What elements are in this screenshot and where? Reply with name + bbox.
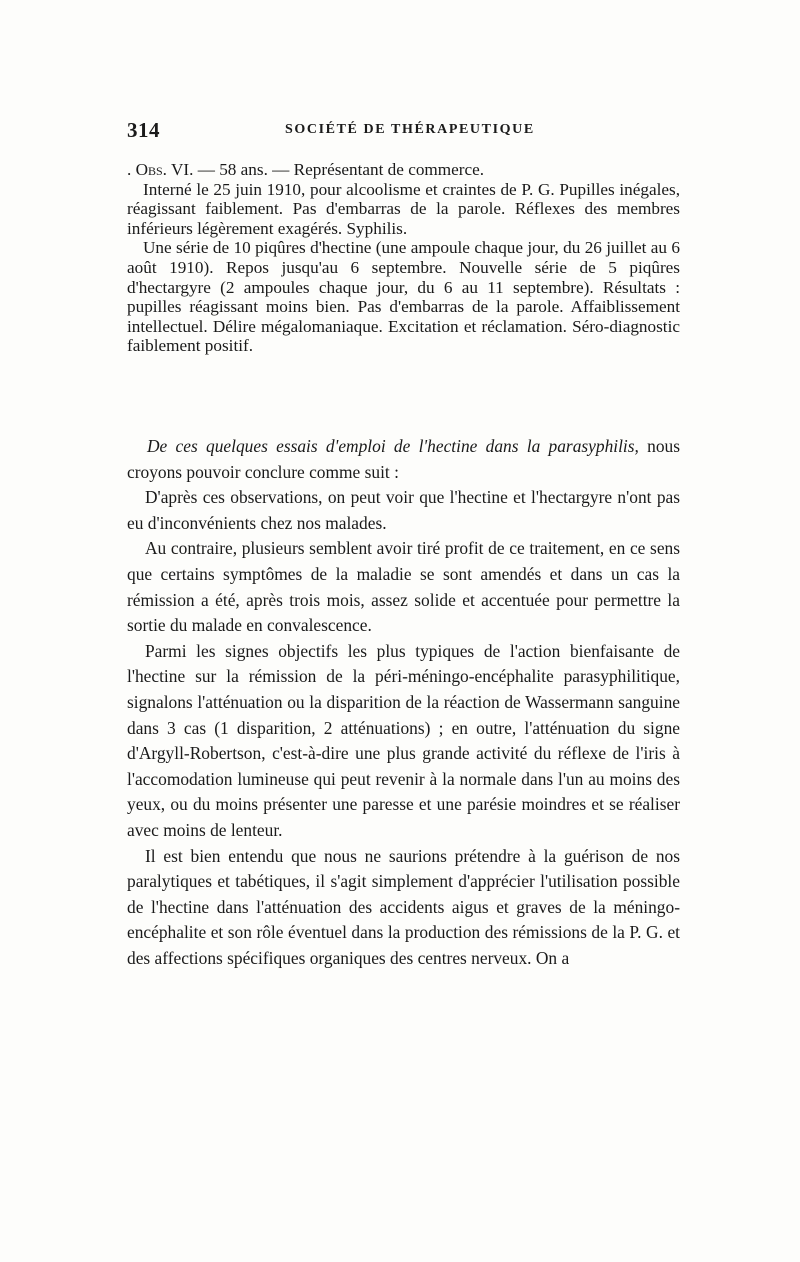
body-paragraph: Il est bien entendu que nous ne saurions prétendre à la guérison de nos paralytiques et tabétiques, il s'agit simplement d'apprécier l'utilisation possible de l'hectine dans l'atténuation des accidents aigus et graves de la méningo-encéphalite et son rôle éventuel dans la production des rémissions de la P. G. et des affections spécifiques organiques des centres nerveux. On a <box>127 845 680 968</box>
body-paragraph: Parmi les signes objectifs les plus typiques de l'action bienfaisante de l'hectine sur la rémission de la péri-méningo-encéphalite parasyphilitique, signalons l'atténuation ou la disparition de la réaction de Wassermann sanguine dans 3 cas (1 disparition, 2 atténuations) ; en outre, l'atténuation du signe d'Argyll-Robertson, c'est-à-dire une plus grande activité du réflexe de l'iris à l'accomodation lumineuse qui peut revenir à la normale dans l'un au moins des yeux, ou du moins présenter une paresse et une parésie moindres et se réaliser avec moins de lenteur. <box>127 640 680 840</box>
running-title: SOCIÉTÉ DE THÉRAPEUTIQUE <box>285 122 535 137</box>
observation-title-prefix: . <box>127 160 136 179</box>
observation-block <box>127 160 680 356</box>
page-header <box>127 118 680 144</box>
observation-paragraph: Une série de 10 piqûres d'hectine (une ampoule chaque jour, du 26 juillet au 6 août 1910). Repos jusqu'au 6 septembre. Nouvelle série de 5 piqûres d'hectargyre (2 ampoules chaque jour, du 6 au 11 septembre). Résultats : pupilles réagissant moins bien. Pas d'embarras de la parole. Affaiblissement intellectuel. Délire mégalomaniaque. Excitation et réclamation. Séro-diagnostic faiblement positif. <box>127 238 680 356</box>
page-number: 314 <box>127 118 160 142</box>
observation-title <box>127 160 680 180</box>
conclusion-intro-rest: nous croyons pouvoir conclure comme suit : <box>127 436 681 482</box>
main-text-block <box>127 434 680 971</box>
body-paragraph: Au contraire, plusieurs semblent avoir tiré profit de ce traitement, en ce sens que certains symptômes de la maladie se sont amendés et dans un cas la rémission a été, après trois mois, assez solide et accentuée pour permettre la sortie du malade en convalescence. <box>127 538 680 636</box>
conclusion-intro-italic: De ces quelques essais d'emploi de l'hectine dans la parasyphilis, <box>147 436 639 456</box>
conclusion-intro-paragraph <box>127 434 680 485</box>
observation-title-rest: — 58 ans. — Représentant de commerce. <box>193 160 485 179</box>
body-paragraph: D'après ces observations, on peut voir que l'hectine et l'hectargyre n'ont pas eu d'inconvénients chez nos malades. <box>127 487 680 533</box>
observation-paragraph: Interné le 25 juin 1910, pour alcoolisme et craintes de P. G. Pupilles inégales, réagissant faiblement. Pas d'embarras de la parole. Réflexes des membres inférieurs légèrement exagérés. Syphilis. <box>127 179 680 238</box>
observation-label: Obs. VI. <box>135 160 194 179</box>
